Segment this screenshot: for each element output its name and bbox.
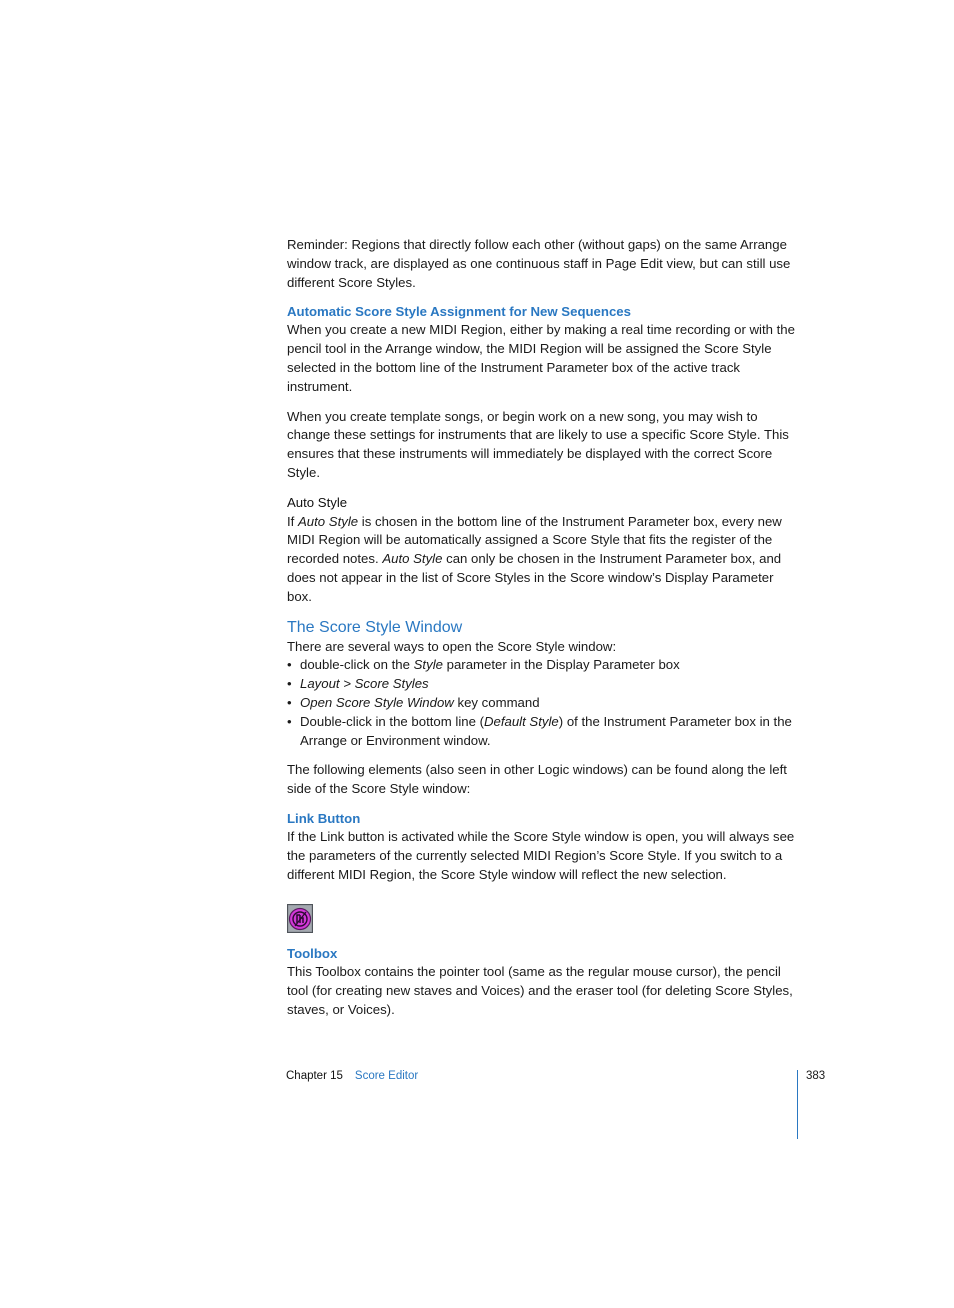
chapter-label: Chapter 15 xyxy=(286,1070,343,1082)
page-number: 383 xyxy=(806,1070,826,1082)
toolbox-heading: Toolbox xyxy=(287,946,338,962)
auto-assign-paragraph-1: When you create a new MIDI Region, either by making a real time recording or with the pencil tool in the Arrange window, the MIDI Region will be assigned the Score Style selected in the bottom line of the Instrument Parameter box of the active track instrument. xyxy=(287,322,795,394)
auto-style-heading: Auto Style xyxy=(287,494,348,510)
list-item: • Double-click in the bottom line (Default Style) of the Instrument Parameter box in the Arrange or Environment window. xyxy=(287,713,792,748)
list-item: • double-click on the Style parameter in the Display Parameter box xyxy=(287,657,680,673)
score-style-window-heading: The Score Style Window xyxy=(287,618,463,636)
open-methods-list xyxy=(287,656,799,750)
link-button-heading: Link Button xyxy=(287,810,361,826)
list-item: • Open Score Style Window key command xyxy=(287,694,540,710)
following-elements-paragraph: The following elements (also seen in other Logic windows) can be found along the left side of the Score Style window: xyxy=(287,762,787,797)
auto-assign-paragraph-2: When you create template songs, or begin work on a new song, you may wish to change these settings for instruments that are likely to use a specific Score Style. This ensures that these instruments will immediately be displayed with the correct Score Style. xyxy=(287,408,789,480)
chapter-title-link[interactable]: Score Editor xyxy=(354,1070,419,1082)
score-style-window-intro: There are several ways to open the Score Style window: xyxy=(287,638,617,654)
reminder-paragraph: Reminder: Regions that directly follow each other (without gaps) on the same Arrange window track, are displayed as one continuous staff in Page Edit view, but can still use different Score Styles. xyxy=(287,237,791,290)
list-item: • Layout > Score Styles xyxy=(287,676,429,692)
footer-divider xyxy=(797,1070,798,1139)
link-icon xyxy=(287,904,313,933)
link-button-paragraph: If the Link button is activated while the Score Style window is open, you will always see the parameters of the currently selected MIDI Region’s Score Style. If you switch to a different MIDI Region, the Score Style window will reflect the new selection. xyxy=(287,828,795,882)
footer-chapter xyxy=(286,1070,418,1082)
auto-style-paragraph: If Auto Style is chosen in the bottom line of the Instrument Parameter box, every new MIDI Region will be automatically assigned a Score Style that fits the register of the recorded notes. Auto Style can only be chosen in the Instrument Parameter box, and does not appear in the list of Score Styles in the Score window’s Display Parameter box. xyxy=(287,513,782,604)
page-body xyxy=(287,236,799,1020)
toolbox-paragraph: This Toolbox contains the pointer tool (same as the regular mouse cursor), the pencil tool (for creating new staves and Voices) and the eraser tool (for deleting Score Styles, staves, or Voices). xyxy=(287,964,793,1017)
auto-assign-heading: Automatic Score Style Assignment for New Sequences xyxy=(287,304,631,320)
